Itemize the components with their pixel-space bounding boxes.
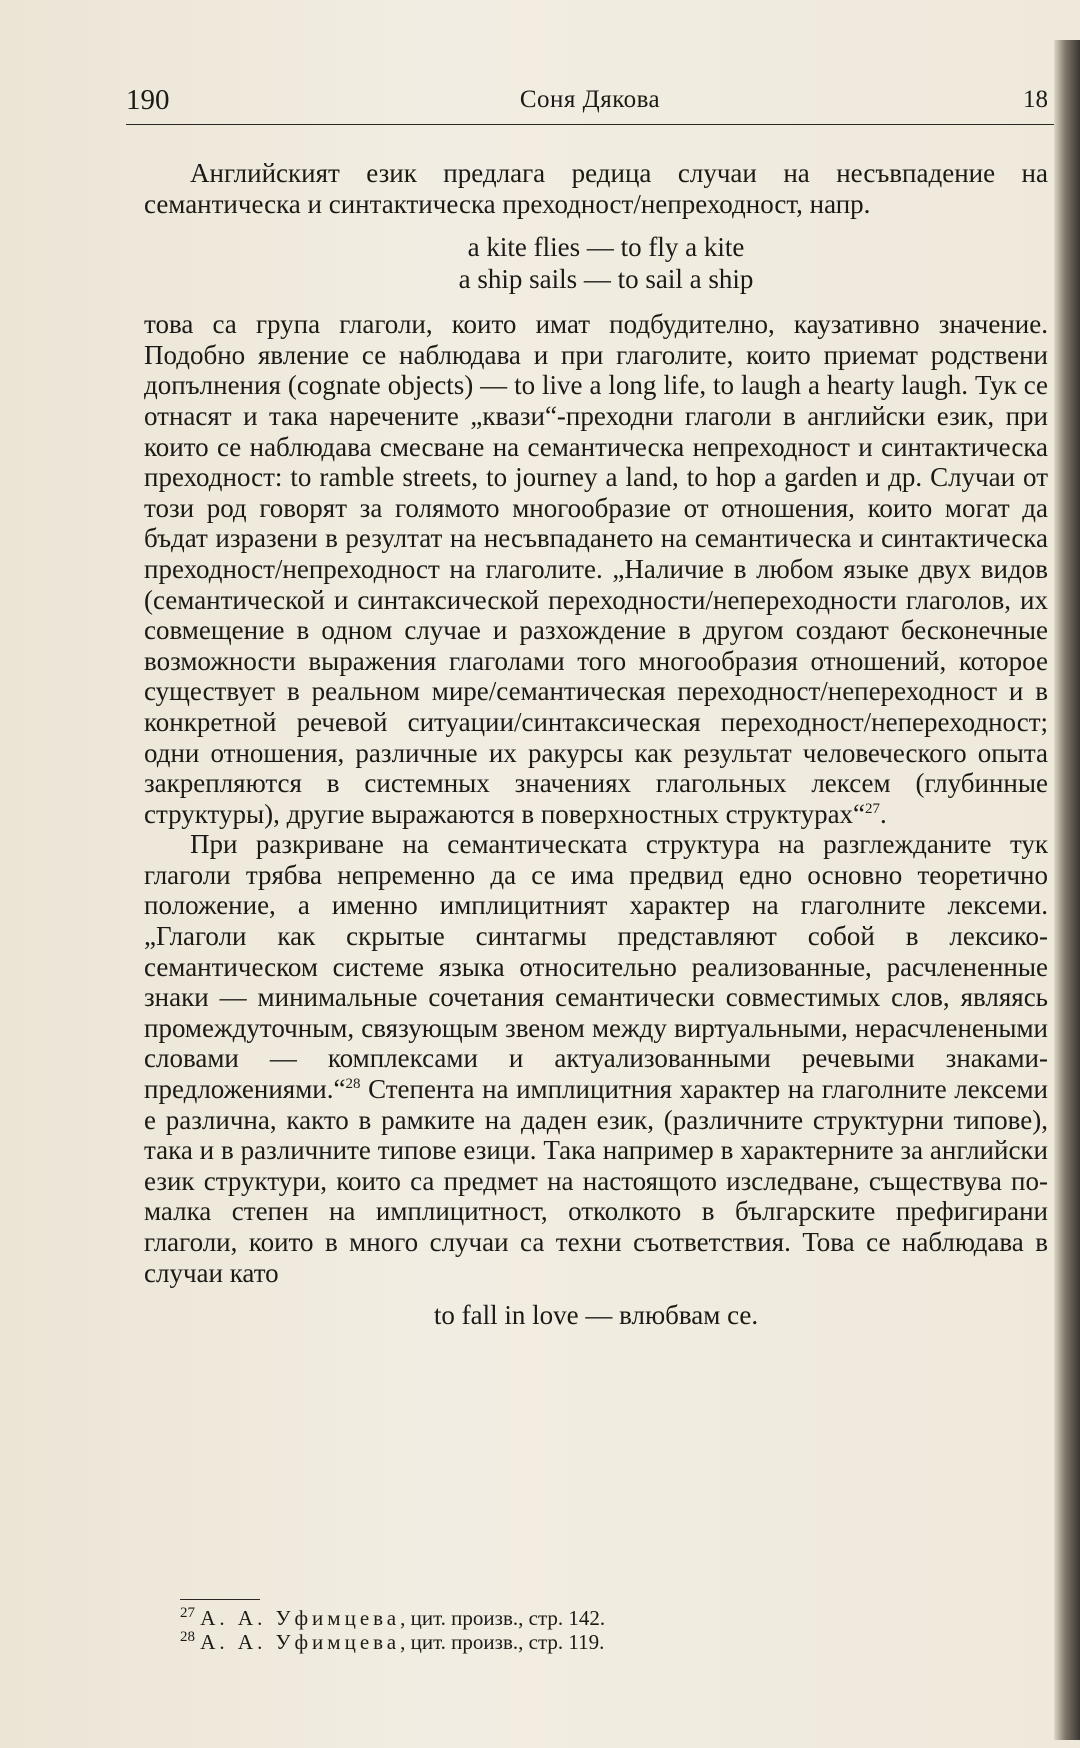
footnote-text: , цит. произв., стр. 142. [400,1606,606,1630]
footnote-text: , цит. произв., стр. 119. [400,1630,605,1654]
footnotes [180,1606,1040,1654]
paragraph-1: Английският език предлага редица случаи на несъвпадение на семантическа и синтактическа преходност/непреходност, напр. [144,158,1048,219]
footnote-author: А. А. Уфимцева [200,1630,401,1654]
footnote-rule [180,1599,260,1600]
footnote-author: А. А. Уфимцева [200,1606,401,1630]
page-edge-shadow [1054,40,1080,1740]
example-block [144,231,1048,295]
paragraph-3-text: При разкриване на семантическата структура на разглежданите тук глаголи трябва непременно да се има предвид едно основно теоретично положение, а именно имплицитният характер на глаголните лексеми. „Глаголи как скрытые синтагмы представляют собой в лексико-семантическом системе языка относительно реализованные, расчлененные знаки — минимальные сочетания семантически совместимых слов, являясь промеждуточным, связующым звеном между виртуальными, нерасчленеными словами — комплексами и актуализованными речевыми знаками-предложениями.“ [144,829,1048,1105]
header-rule [126,124,1054,125]
example-line: a ship sails — to sail a ship [458,264,754,295]
example-line: a kite flies — to fly a kite [467,232,745,263]
footnote-number: 27 [180,1605,195,1621]
footnote-ref-28: 28 [345,1076,361,1093]
paragraph-2-end: . [880,798,887,829]
footnote-number: 28 [180,1629,195,1645]
footnote-ref-27: 27 [865,800,881,817]
final-example: to fall in love — влюбвам се. [433,1300,759,1331]
running-head-right-mark: 18 [1023,86,1048,113]
paragraph-2-text: това са група глаголи, които имат подбудително, каузативно значение. Подобно явление се наблюдава и при глаголите, които приемат родствени допълнения (cognate objects) — to live a long life, to laugh a hearty laugh. Тук се отнасят и така наречените „квази“-преходни глаголи в английски език, при които се наблюдава смесване на семантическа непреходност и синтактическа преходност: to ramble streets, to journey a land, to hop a garden и др. Случаи от този род говорят за голямото многообразие от отношения, които могат да бъдат изразени в резултат на несъвпадането на семантическа и синтактическа преходност/непреходност на глаголите. „Наличие в любом языке двух видов (семантической и синтаксической переходности/непереходности глаголов, их совмещение в одном случае и разхождение в другом создают бесконечные возможности выражения глаголами того многообразия отношений, которое существует в реальном мире/семантическая переходност/непереходност и в конкретной речевой ситуации/синтаксическая переходност/непереходност; одни отношения, различные их ракурсы как результат человеческого опыта закрепляются в системных значениях глагольных лексем (глубинные структуры), другие выражаются в поверхностных структурах“ [144,309,1048,829]
footnote [180,1630,1040,1654]
running-header [126,84,1054,124]
main-text [144,158,1048,1331]
footnote [180,1606,1040,1630]
running-head-author: Соня Дякова [519,86,661,113]
paragraph-2 [144,309,1048,829]
paragraph-3 [144,829,1048,1288]
page-number: 190 [126,84,170,116]
paragraph-3-rest: Степента на имплицитния характер на глаголните лексеми е различна, както в рамките на даден език, (различните структурни типове), така и в различните типове езици. Така например в характерните за английски език структури, които са предмет на настоящото изследване, съществува по-малка степен на имплицитност, отколкото в българските префигирани глаголи, които в много случаи са техни съответствия. Това се наблюдава в случаи като [144,1074,1048,1288]
